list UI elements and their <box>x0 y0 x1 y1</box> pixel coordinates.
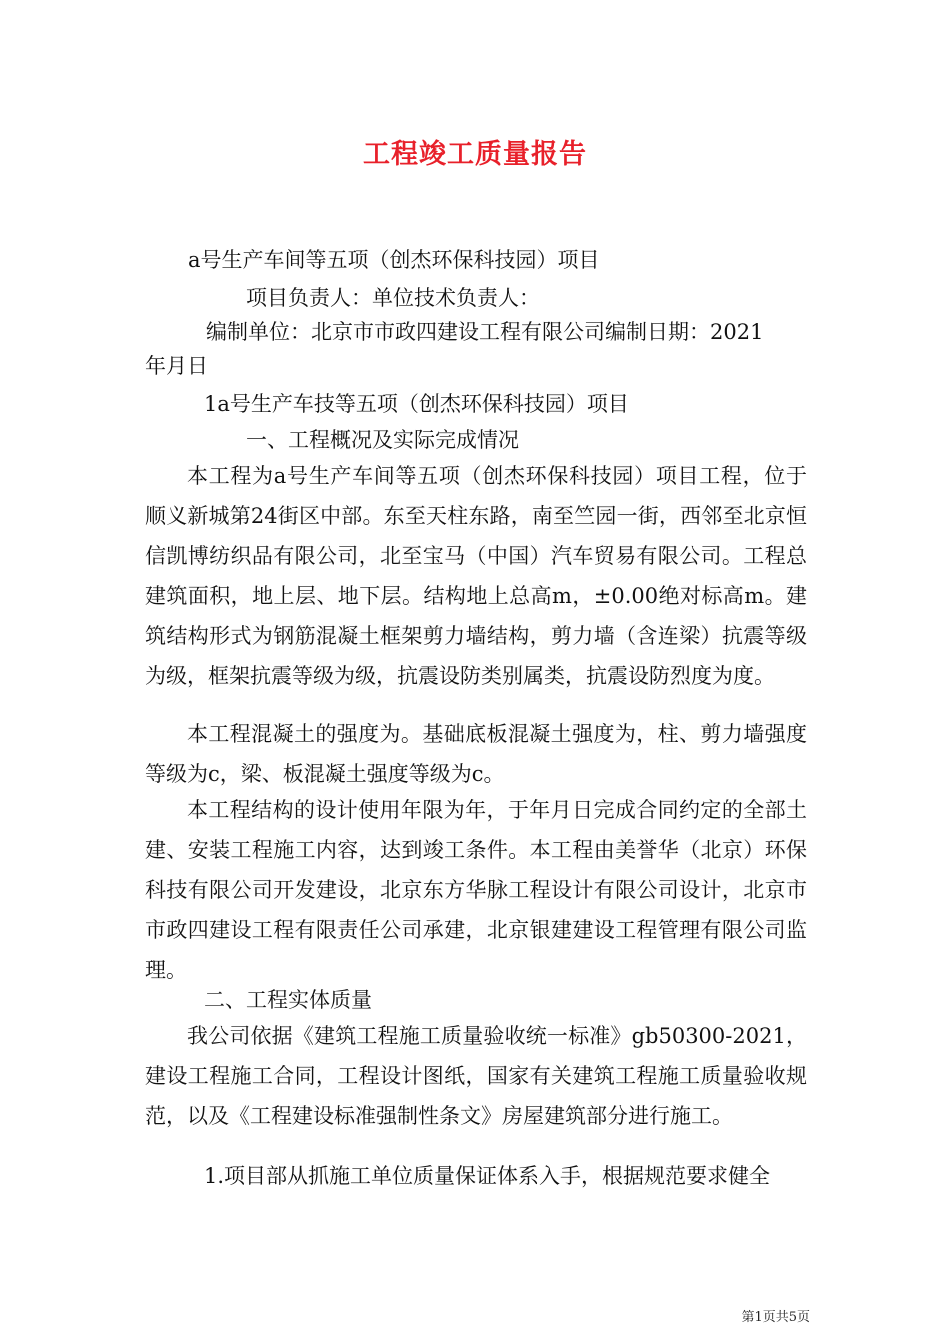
section-1-paragraph-1: 本工程为a号生产车间等五项（创杰环保科技园）项目工程，位于顺义新城第24街区中部。东至天柱东路，南至竺园一街，西邻至北京恒信凯博纺织品有限公司，北至宝马（中国）汽车贸易有限公司。工程总建筑面积，地上层、地下层。结构地上总高m，±0.00绝对标高m。建筑结构形式为钢筋混凝土框架剪力墙结构，剪力墙（含连梁）抗震等级为级，框架抗震等级为级，抗震设防类别属类，抗震设防烈度为度。 <box>145 464 807 688</box>
document-title: 工程竣工质量报告 <box>363 139 587 170</box>
page-indicator: 第1页共5页 <box>741 1310 810 1325</box>
compiler-unit-line: 编制单位：北京市市政四建设工程有限公司编制日期：2021 <box>206 320 764 344</box>
section-2-item-1: 1.项目部从抓施工单位质量保证体系入手，根据规范要求健全 <box>204 1164 771 1188</box>
compile-date-line: 年月日 <box>145 354 208 378</box>
project-name-line: a号生产车间等五项（创杰环保科技园）项目 <box>188 248 600 272</box>
responsible-person-line: 项目负责人：单位技术负责人： <box>246 286 540 310</box>
section-2-paragraph-1: 我公司依据《建筑工程施工质量验收统一标准》gb50300-2021，建设工程施工合同，工程设计图纸，国家有关建筑工程施工质量验收规范，以及《工程建设标准强制性条文》房屋建筑部分进行施工。 <box>145 1024 807 1128</box>
project-name-line-2: 1a号生产车技等五项（创杰环保科技园）项目 <box>204 392 629 416</box>
section-1-paragraph-2: 本工程混凝土的强度为。基础底板混凝土强度为，柱、剪力墙强度等级为c，梁、板混凝土强度等级为c。 <box>145 722 807 786</box>
section-1-paragraph-3: 本工程结构的设计使用年限为年，于年月日完成合同约定的全部土建、安装工程施工内容，达到竣工条件。本工程由美誉华（北京）环保科技有限公司开发建设，北京东方华脉工程设计有限公司设计，北京市市政四建设工程有限责任公司承建，北京银建建设工程管理有限公司监理。 <box>145 798 807 982</box>
section-2-heading: 二、工程实体质量 <box>204 988 372 1012</box>
section-1-heading: 一、工程概况及实际完成情况 <box>246 428 519 452</box>
